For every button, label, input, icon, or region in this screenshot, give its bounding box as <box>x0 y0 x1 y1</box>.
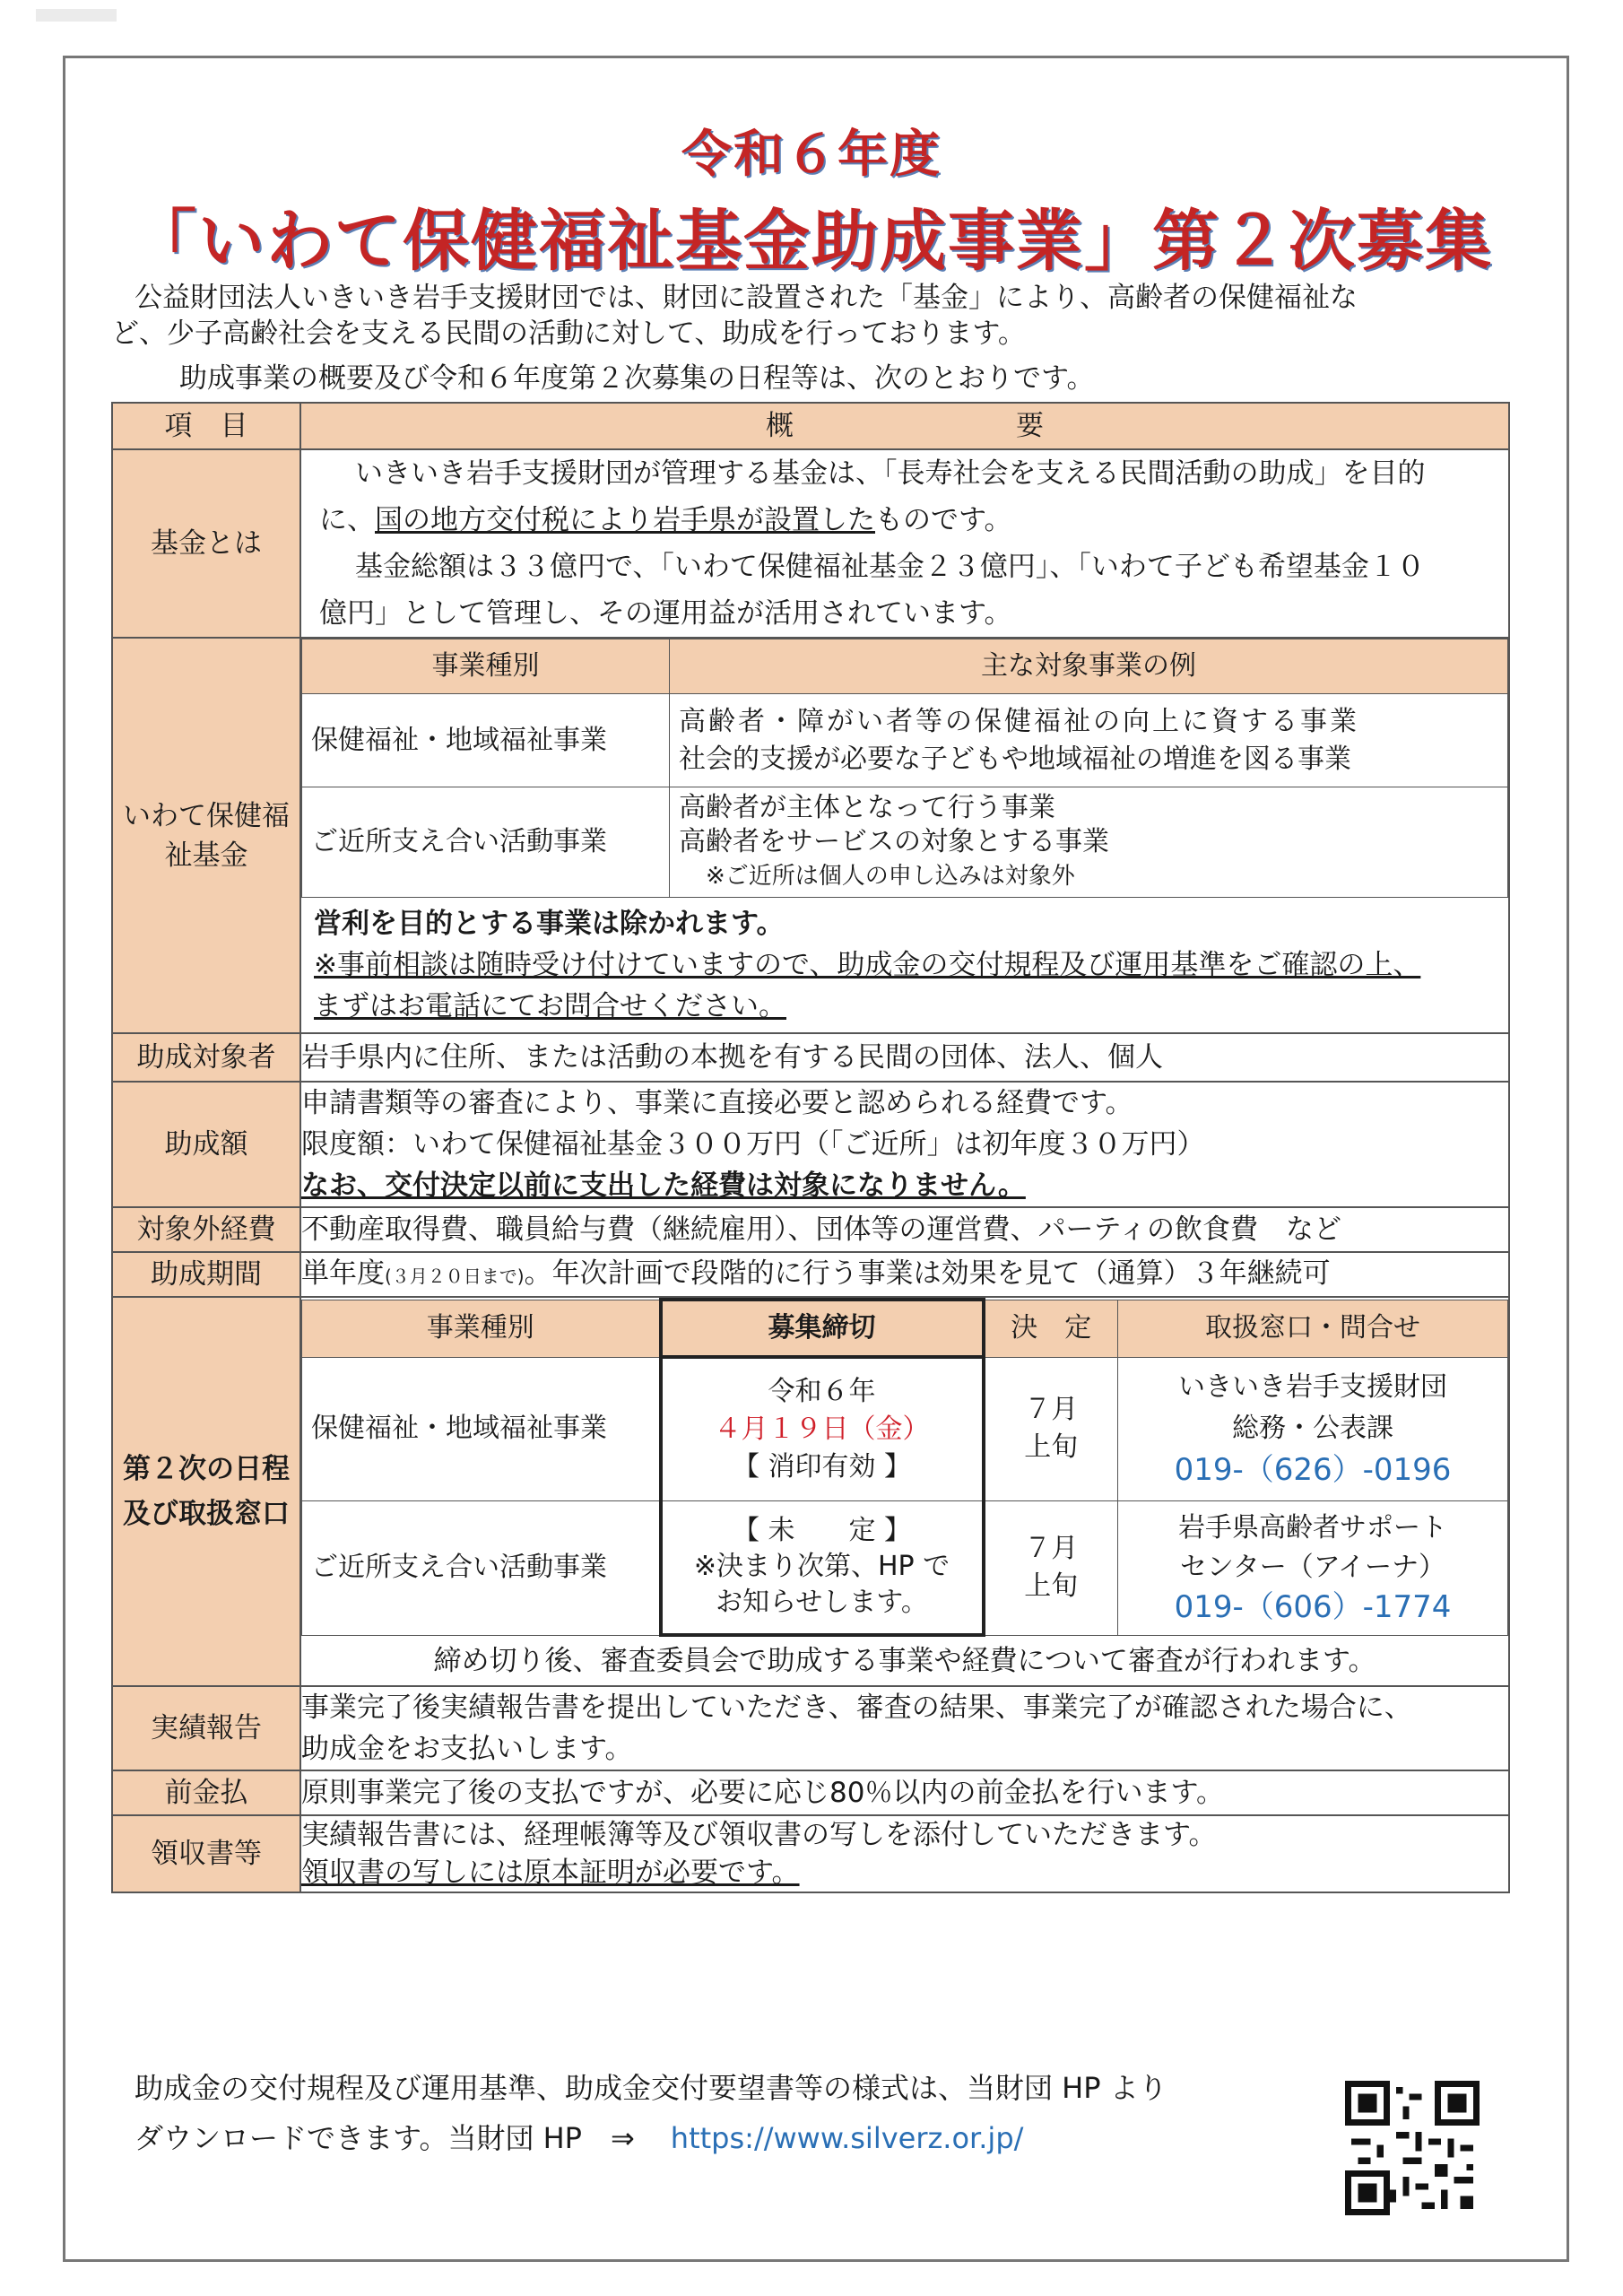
row-schedule <box>112 1297 1509 1686</box>
schedule-after: 締め切り後、審査委員会で助成する事業や経費について審査が行われます。 <box>433 1645 1376 1677</box>
kikin-p1b <box>319 497 1508 544</box>
row-period <box>112 1252 1509 1297</box>
footer-l2-text: ダウンロードできます。当財団 HP ⇒ <box>135 2121 635 2155</box>
footer <box>135 2063 1167 2163</box>
period-small: (３月２０日まで) <box>385 1265 525 1287</box>
footer-l2 <box>135 2113 1167 2163</box>
receipt-l2: 領収書の写しには原本証明が必要です。 <box>301 1857 800 1889</box>
qr-code-icon[interactable] <box>1345 2081 1480 2215</box>
title-year: 令和６年度 <box>681 126 942 184</box>
label-amount: 助成額 <box>112 1082 300 1207</box>
example-2a: 高齢者が主体となって行う事業 <box>679 792 1055 823</box>
example-1a: 高齢者・障がい者等の保健福祉の向上に資する事業 <box>679 705 1359 737</box>
advance-text: 原則事業完了後の支払ですが、必要に応じ80％以内の前金払を行います。 <box>300 1770 1509 1815</box>
label-iwate-fund: いわて保健福祉基金 <box>112 638 300 1033</box>
amount-l1: 申請書類等の審査により、事業に直接必要と認められる経費です。 <box>301 1087 1133 1119</box>
kikin-p1a: いきいき岩手支援財団が管理する基金は、「長寿社会を支える民間活動の助成」を目的 <box>355 457 1426 490</box>
row-iwate-fund <box>112 638 1509 1033</box>
label-schedule: 第２次の日程及び取扱窓口 <box>112 1297 300 1686</box>
label-excluded: 対象外経費 <box>112 1207 300 1252</box>
type-neighborhood: ご近所支え合い活動事業 <box>302 787 670 898</box>
sched-type-2: ご近所支え合い活動事業 <box>302 1500 661 1635</box>
sched-col-contact: 取扱窓口・問合せ <box>1118 1300 1508 1357</box>
amount-l2: 限度額：いわて保健福祉基金３００万円（「ご近所」は初年度３０万円） <box>301 1128 1205 1161</box>
fund-types-table <box>301 639 1508 898</box>
intro-line-3: 助成事業の概要及び令和６年度第２次募集の日程等は、次のとおりです。 <box>179 362 1095 395</box>
deadline-1-year: 令和６年 <box>768 1375 876 1407</box>
contact-1-org: いきいき岩手支援財団 <box>1178 1371 1447 1403</box>
amount-l3: なお、交付決定以前に支出した経費は対象になりません。 <box>301 1170 1026 1202</box>
receipt-l1: 実績報告書には、経理帳簿等及び領収書の写しを添付していただきます。 <box>301 1819 1217 1851</box>
footer-l1: 助成金の交付規程及び運用基準、助成金交付要望書等の様式は、当財団 HP より <box>135 2071 1167 2105</box>
sched-col-decision: 決 定 <box>984 1300 1118 1357</box>
row-advance <box>112 1770 1509 1815</box>
report-l1: 事業完了後実績報告書を提出していただき、審査の結果、事業完了が確認された場合に、 <box>301 1692 1412 1724</box>
contact-2-center: センター（アイーナ） <box>1179 1552 1446 1583</box>
kikin-p2b: 億円」として管理し、その運用益が活用されています。 <box>319 597 1012 630</box>
report-l2: 助成金をお支払いします。 <box>301 1733 633 1765</box>
consult-note-2: まずはお電話にてお問合せください。 <box>314 990 786 1022</box>
type-health-welfare: 保健福祉・地域福祉事業 <box>302 694 670 787</box>
example-1b: 社会的支援が必要な子どもや地域福祉の増進を図る事業 <box>679 743 1351 775</box>
excluded-text: 不動産取得費、職員給与費（継続雇用）、団体等の運営費、パーティの飲食費 など <box>300 1207 1509 1252</box>
sched-type-1: 保健福祉・地域福祉事業 <box>302 1357 661 1500</box>
contact-1-phone[interactable]: 019-（626）-0196 <box>1174 1452 1452 1488</box>
deadline-2-undecided: 【 未 定 】 <box>732 1515 912 1547</box>
decision-2-month: ７月 <box>1024 1533 1079 1564</box>
kikin-p1b-post: ものです。 <box>875 504 1012 536</box>
consult-note-1: ※事前相談は随時受け付けていますので、助成金の交付規程及び運用基準をご確認の上、 <box>314 949 1421 981</box>
contact-1-dept: 総務・公表課 <box>1232 1413 1393 1444</box>
period-a: 単年度 <box>301 1257 385 1290</box>
header-summary: 概 要 <box>300 403 1509 449</box>
decision-1-month: ７月 <box>1024 1394 1079 1425</box>
row-excluded <box>112 1207 1509 1252</box>
contact-2-org: 岩手県高齢者サポート <box>1178 1512 1447 1544</box>
col-examples: 主な対象事業の例 <box>670 639 1508 694</box>
col-business-type: 事業種別 <box>302 639 670 694</box>
target-text: 岩手県内に住所、または活動の本拠を有する民間の団体、法人、個人 <box>300 1033 1509 1082</box>
sched-col-type: 事業種別 <box>302 1300 661 1357</box>
row-target <box>112 1033 1509 1082</box>
period-b: 。年次計画で段階的に行う事業は効果を見て（通算）３年継続可 <box>524 1257 1331 1290</box>
label-advance: 前金払 <box>112 1770 300 1815</box>
intro-line-2: ど、少子高齢社会を支える民間の活動に対して、助成を行っております。 <box>111 317 1026 350</box>
kikin-p1b-pre: に、 <box>319 504 375 536</box>
kikin-p2a: 基金総額は３３億円で、「いわて保健福祉基金２３億円」、「いわて子ども希望基金１０ <box>355 551 1425 583</box>
label-kikin: 基金とは <box>112 449 300 638</box>
scan-artifact <box>36 9 117 22</box>
example-2b: 高齢者をサービスの対象とする事業 <box>679 826 1109 857</box>
row-report <box>112 1686 1509 1770</box>
example-2-note: ※ご近所は個人の申し込みは対象外 <box>706 863 1075 890</box>
label-target: 助成対象者 <box>112 1033 300 1082</box>
sched-col-deadline: 募集締切 <box>661 1300 984 1357</box>
homepage-link[interactable]: https://www.silverz.or.jp/ <box>670 2121 1024 2155</box>
header-item: 項 目 <box>112 403 300 449</box>
kikin-p1b-underlined: 国の地方交付税により岩手県が設置した <box>375 504 875 536</box>
title-main: 「いわて保健福祉基金助成事業」第２次募集 <box>130 203 1493 280</box>
table-header-row <box>112 403 1509 449</box>
label-period: 助成期間 <box>112 1252 300 1297</box>
summary-table <box>111 402 1510 1893</box>
row-receipt <box>112 1815 1509 1892</box>
deadline-1-postmark: 【 消印有効 】 <box>732 1450 912 1483</box>
intro-line-1: 公益財団法人いきいき岩手支援財団では、財団に設置された「基金」により、高齢者の保健福祉な <box>135 282 1358 314</box>
row-kikin <box>112 449 1509 638</box>
deadline-2-note-a: ※決まり次第、HP で <box>693 1551 950 1583</box>
deadline-2-note-b: お知らせします。 <box>716 1587 928 1619</box>
schedule-table <box>301 1298 1508 1637</box>
row-amount <box>112 1082 1509 1207</box>
deadline-1-date: ４月１９日（金） <box>714 1413 930 1445</box>
decision-2-early: 上旬 <box>1024 1570 1079 1602</box>
label-receipt: 領収書等 <box>112 1815 300 1892</box>
label-report: 実績報告 <box>112 1686 300 1770</box>
decision-1-early: 上旬 <box>1024 1431 1079 1463</box>
contact-2-phone[interactable]: 019-（606）-1774 <box>1174 1589 1452 1625</box>
profit-excluded: 営利を目的とする事業は除かれます。 <box>314 908 785 940</box>
